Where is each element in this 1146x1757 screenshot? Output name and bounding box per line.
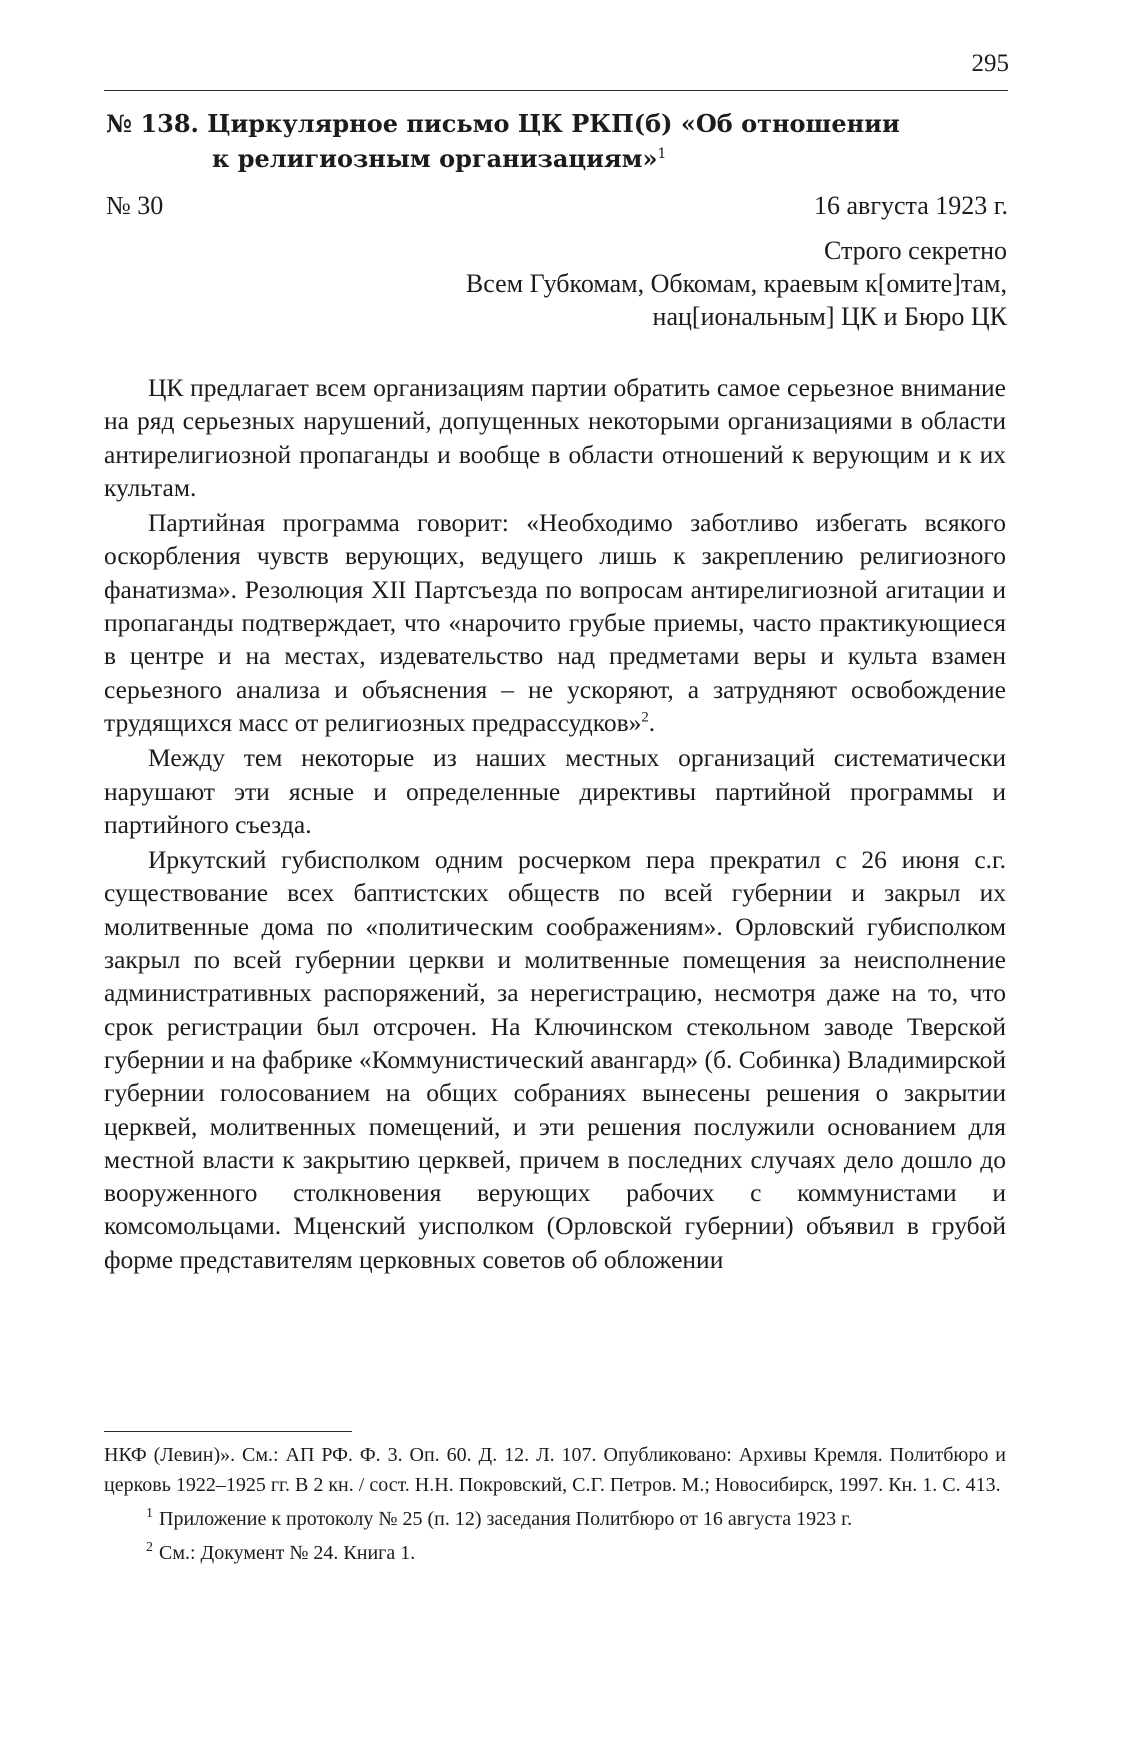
body-text	[104, 371, 1006, 1278]
addressee-line-1: Всем Губкомам, Обкомам, краевым к[омите]там,	[465, 269, 1007, 298]
document-title	[106, 106, 946, 176]
document-number: № 30	[106, 191, 164, 220]
footnote-continuation: НКФ (Левин)». См.: АП РФ. Ф. 3. Оп. 60. Д. 12. Л. 107. Опубликовано: Архивы Кремля. Политбюро и церковь 1922–1925 гг. В 2 кн. / сост. Н.Н. Покровский, С.Г. Петров. М.; Новосибирск, 1997. Кн. 1. С. 413.	[104, 1444, 1006, 1496]
paragraph-2-footnote-ref: 2	[641, 709, 649, 726]
paragraph-2-text: Партийная программа говорит: «Необходимо заботливо избегать всякого оскорбления чувств верующих, ведущего лишь к закреплению религиозного фанатизма». Резолюция XII Партсъезда по вопросам антирелигиозной агитации и пропаганды подтверждает, что «нарочито грубые приемы, часто практикующиеся в центре и на местах, издевательство над предметами веры и культа взамен серьезного анализа и объяснения – не ускоряют, а затрудняют освобождение трудящихся масс от религиозных предрассудков»	[104, 508, 1006, 737]
title-line-1: № 138. Циркулярное письмо ЦК РКП(б) «Об отношении	[106, 109, 900, 138]
footnote-1-text: Приложение к протоколу № 25 (п. 12) заседания Политбюро от 16 августа 1923 г.	[159, 1508, 853, 1530]
addressee-block	[307, 234, 1007, 333]
title-line-2	[106, 141, 946, 176]
paragraph-2-end: .	[648, 707, 656, 737]
footnote-rule	[104, 1431, 352, 1432]
paragraph-1: ЦК предлагает всем организациям партии обратить самое серьезное внимание на ряд серьезных нарушений, допущенных некоторыми организациями в области антирелигиозной пропаганды и вообще в области отношений к верующим и к их культам.	[104, 373, 1006, 502]
paragraph-2	[104, 506, 1006, 739]
footnote-2	[104, 1538, 1006, 1568]
addressee-line-2: нац[иональным] ЦК и Бюро ЦК	[652, 302, 1007, 331]
footnote-2-text: См.: Документ № 24. Книга 1.	[159, 1542, 416, 1564]
title-footnote-ref: 1	[657, 146, 667, 162]
paragraph-3: Между тем некоторые из наших местных организаций систематически нарушают эти ясные и определенные директивы партийной программы и партийного съезда.	[104, 743, 1006, 839]
paragraph-4: Иркутский губисполком одним росчерком пера прекратил с 26 июня с.г. существование всех баптистских обществ по всей губернии и закрыл их молитвенные дома по «политическим соображениям». Орловский губисполком закрыл по всей губернии церкви и молитвенные помещения за неисполнение административных распоряжений, за нерегистрацию, несмотря даже на то, что срок регистрации был отсрочен. На Ключинском стекольном заводе Тверской губернии и на фабрике «Коммунистический авангард» (б. Собинка) Владимирской губернии голосованием на общих собраниях вынесены решения о закрытии церквей, молитвенных помещений, и эти решения послужили основанием для местной власти к закрытию церквей, причем в последних случаях дело дошло до вооруженного столкновения верующих рабочих с коммунистами и комсомольцами. Мценский уисполком (Орловской губернии) объявил в грубой форме представителям церковных советов об обложении	[104, 845, 1006, 1274]
document-meta	[106, 190, 1008, 222]
document-date: 16 августа 1923 г.	[814, 191, 1008, 220]
footnote-1-mark: 1	[146, 1506, 153, 1522]
secrecy-mark: Строго секретно	[823, 236, 1007, 265]
page-number: 295	[971, 50, 1009, 77]
title-line-2-text: к религиозным организациям»	[212, 144, 658, 173]
footnote-1	[104, 1504, 1006, 1534]
header-rule	[104, 90, 1008, 91]
footnotes	[104, 1440, 1006, 1568]
footnote-2-mark: 2	[146, 1540, 153, 1556]
